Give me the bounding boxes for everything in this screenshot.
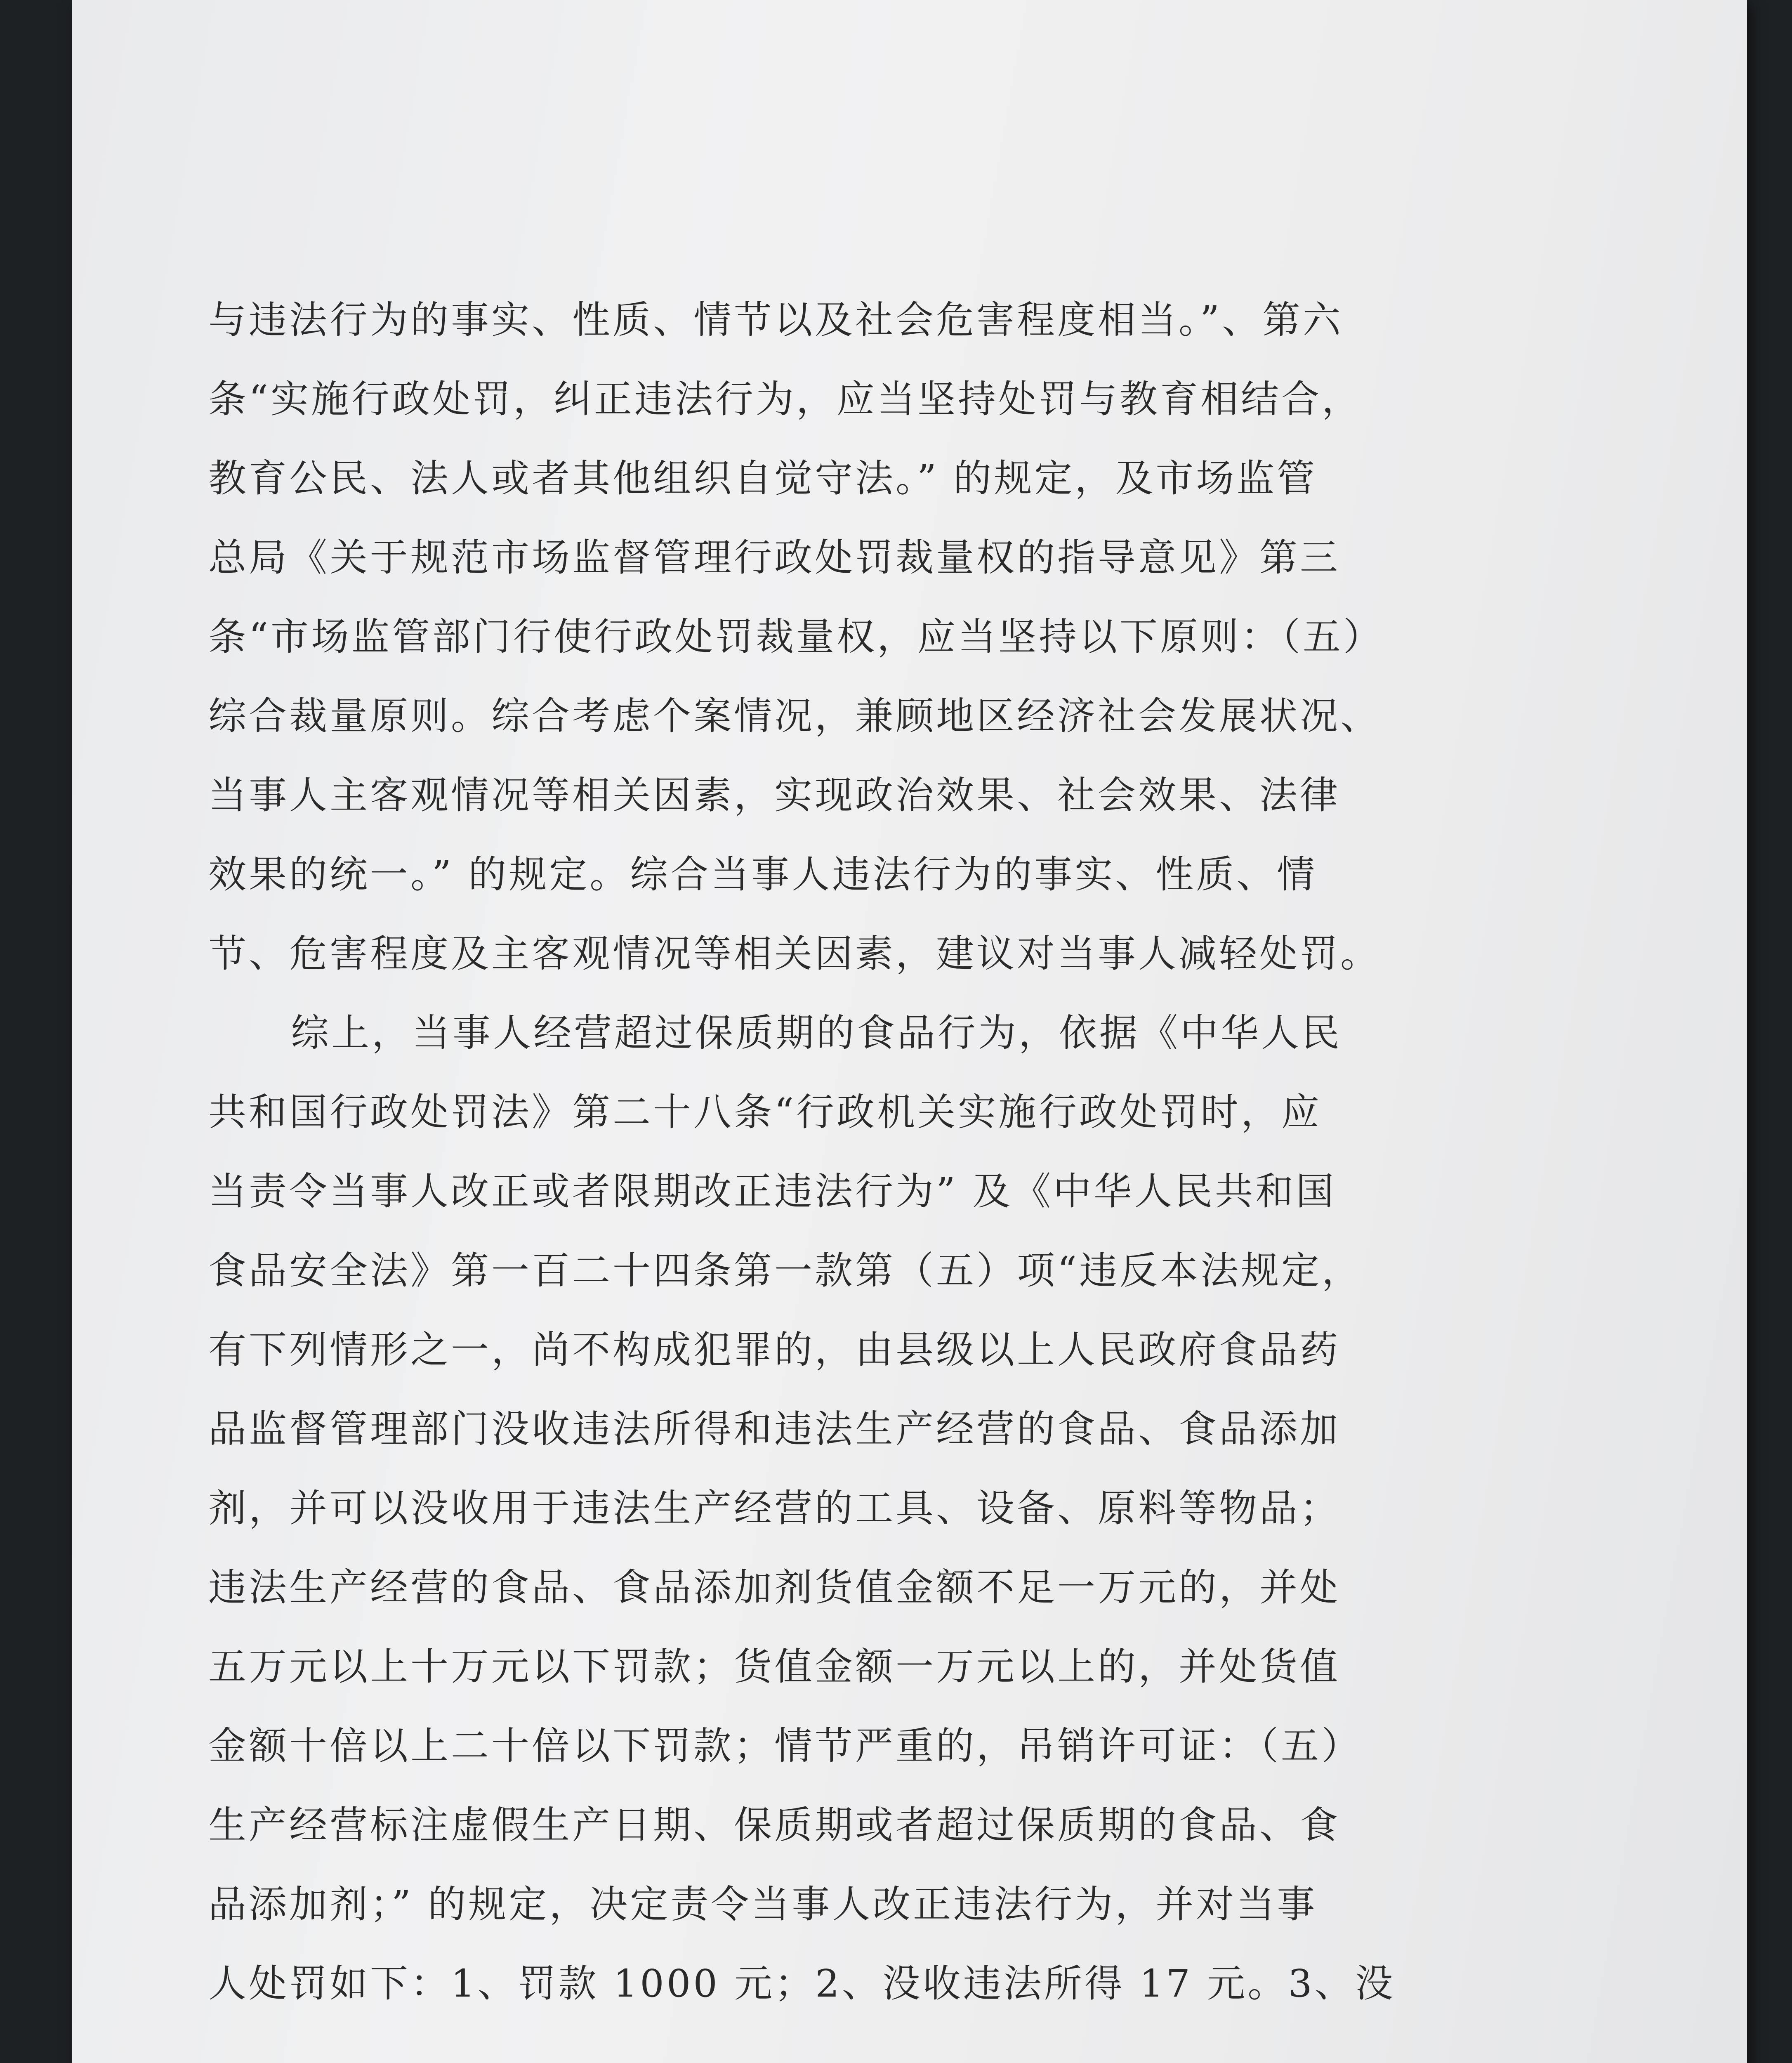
- text-line: 当责令当事人改正或者限期改正违法行为” 及《中华人民共和国: [208, 1169, 1337, 1213]
- text-line: 节、危害程度及主客观情况等相关因素，建议对当事人减轻处罚。: [208, 932, 1381, 976]
- text-line: 人处罚如下：1、罚款 1000 元；2、没收违法所得 17 元。3、没: [208, 1962, 1396, 2006]
- text-line: 五万元以上十万元以下罚款；货值金额一万元以上的，并处货值: [208, 1645, 1341, 1689]
- text-line: 与违法行为的事实、性质、情节以及社会危害程度相当。”、第六: [208, 298, 1344, 342]
- text-line: 教育公民、法人或者其他组织自觉守法。” 的规定，及市场监管: [208, 456, 1318, 500]
- text-line: 有下列情形之一，尚不构成犯罪的，由县级以上人民政府食品药: [208, 1328, 1341, 1372]
- document-body: [208, 281, 1528, 2023]
- text-line: 生产经营标注虚假生产日期、保质期或者超过保质期的食品、食: [208, 1803, 1341, 1847]
- paragraph-start-line: 综上，当事人经营超过保质期的食品行为，依据《中华人民: [291, 1011, 1342, 1055]
- text-line: 共和国行政处罚法》第二十八条“行政机关实施行政处罚时，应: [208, 1090, 1322, 1134]
- text-line: 条“市场监管部门行使行政处罚裁量权，应当坚持以下原则：（五）: [208, 615, 1384, 659]
- text-line: 综合裁量原则。综合考虑个案情况，兼顾地区经济社会发展状况、: [208, 694, 1381, 738]
- text-line: 总局《关于规范市场监督管理行政处罚裁量权的指导意见》第三: [208, 536, 1341, 580]
- text-line: 食品安全法》第一百二十四条第一款第（五）项“违反本法规定，: [208, 1249, 1363, 1293]
- text-line: 违法生产经营的食品、食品添加剂货值金额不足一万元的，并处: [208, 1565, 1341, 1610]
- text-line: 品监督管理部门没收违法所得和违法生产经营的食品、食品添加: [208, 1407, 1341, 1451]
- text-line: 品添加剂；” 的规定，决定责令当事人改正违法行为，并对当事: [208, 1882, 1318, 1926]
- text-line: 条“实施行政处罚，纠正违法行为，应当坚持处罚与教育相结合，: [208, 377, 1363, 421]
- text-line: 金额十倍以上二十倍以下罚款；情节严重的，吊销许可证：（五）: [208, 1724, 1362, 1768]
- text-line: 当事人主客观情况等相关因素，实现政治效果、社会效果、法律: [208, 773, 1341, 817]
- text-line: 效果的统一。” 的规定。综合当事人违法行为的事实、性质、情: [208, 852, 1318, 897]
- text-line: 剂，并可以没收用于违法生产经营的工具、设备、原料等物品；: [208, 1486, 1341, 1530]
